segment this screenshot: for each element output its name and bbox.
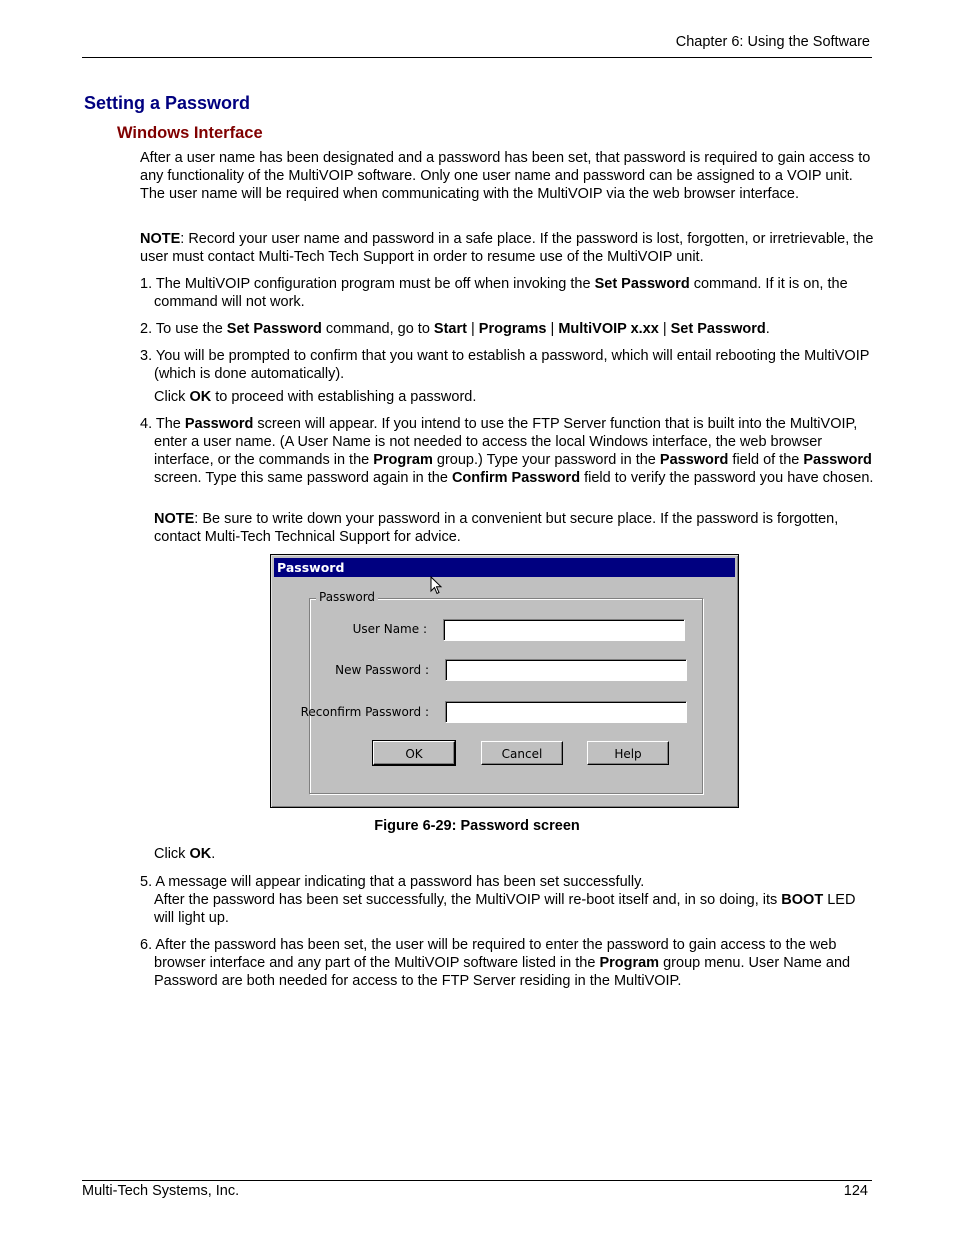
step-2-sep-1: | bbox=[466, 321, 479, 337]
step-2 bbox=[140, 320, 876, 338]
step-4-k: field to verify the password you have chosen. bbox=[580, 470, 874, 486]
password-dialog bbox=[270, 554, 739, 808]
click-ok-bold: OK bbox=[189, 846, 212, 862]
step-4-c: screen will appear. If you intend to use the FTP Server function that is built into the MultiVOIP, enter a user name. (A User Name is not needed to access the local Windows interface, the web browser interface, or the commands in the bbox=[154, 416, 858, 468]
step-2-sep-3: | bbox=[658, 321, 671, 337]
header-rule bbox=[82, 57, 872, 58]
subsection-title: Windows Interface bbox=[117, 124, 263, 142]
step-4-h: Password bbox=[803, 452, 872, 468]
step-4-i: screen. Type this same password again in the bbox=[154, 470, 452, 486]
step-6 bbox=[140, 936, 881, 990]
step-1 bbox=[140, 275, 876, 311]
step-4-g: field of the bbox=[728, 452, 804, 468]
click-ok-text: Click bbox=[154, 846, 190, 862]
ok-button[interactable]: OK bbox=[373, 741, 455, 765]
note-1-label: NOTE bbox=[140, 231, 181, 247]
step-6-program: Program bbox=[599, 955, 660, 971]
note-1 bbox=[140, 230, 875, 266]
footer-rule bbox=[82, 1180, 872, 1181]
mouse-pointer-icon bbox=[430, 576, 444, 596]
section-title: Setting a Password bbox=[84, 93, 251, 113]
user-name-input[interactable] bbox=[443, 619, 685, 641]
step-4-a: 4. The bbox=[140, 416, 185, 432]
intro-paragraph: After a user name has been designated and a password has been set, that password is required to gain access to any functionality of the MultiVOIP software. Only one user name and password can be assigned to a VOIP unit. The user name will be required when communicating with the MultiVOIP via the web browser interface. bbox=[140, 150, 871, 202]
step-2-text-go: command, go to bbox=[321, 321, 434, 337]
new-password-label: New Password : bbox=[335, 663, 429, 677]
step-1-text-end: command. If it is on, the command will not work. bbox=[154, 276, 848, 310]
step-5-a: 5. A message will appear indicating that a password has been set successfully. bbox=[140, 874, 645, 890]
step-4-e: group.) Type your password in the bbox=[432, 452, 660, 468]
step-1-text: 1. The MultiVOIP configuration program must be off when invoking the bbox=[140, 276, 595, 292]
note-2 bbox=[154, 510, 854, 546]
step-2-period: . bbox=[765, 321, 770, 337]
step-5 bbox=[140, 873, 876, 927]
step-2-bold-start: Start bbox=[433, 321, 467, 337]
page-number: 124 bbox=[843, 1183, 868, 1199]
new-password-input[interactable] bbox=[445, 659, 687, 681]
footer-company: Multi-Tech Systems, Inc. bbox=[82, 1183, 240, 1199]
click-ok-period: . bbox=[211, 846, 216, 862]
click-ok-line bbox=[154, 845, 874, 863]
dialog-title-bar: Password bbox=[274, 558, 735, 577]
step-2-bold-multivoip: MultiVOIP x.xx bbox=[558, 321, 659, 337]
step-2-bold-setpass: Set Password bbox=[670, 321, 766, 337]
chapter-header: Chapter 6: Using the Software bbox=[675, 34, 870, 50]
note-2-label: NOTE bbox=[154, 511, 195, 527]
step-3-click-text: Click bbox=[154, 389, 190, 405]
step-5-boot: BOOT bbox=[781, 892, 824, 908]
step-3-click-end: to proceed with establishing a password. bbox=[211, 389, 477, 405]
step-2-text: 2. To use the bbox=[140, 321, 227, 337]
step-4-b: Password bbox=[184, 416, 254, 432]
step-1-bold: Set Password bbox=[594, 276, 690, 292]
step-5-d: LED will light up. bbox=[154, 892, 856, 926]
step-4-d: Program bbox=[373, 452, 433, 468]
figure-caption: Figure 6-29: Password screen bbox=[374, 818, 580, 834]
step-4-f: Password bbox=[659, 452, 729, 468]
step-3-click-ok: OK bbox=[189, 389, 212, 405]
step-5-b: After the password has been set successfully, the MultiVOIP will re-boot itself and, in so doing, its bbox=[154, 892, 782, 908]
groupbox-label: Password bbox=[316, 590, 378, 604]
reconfirm-password-input[interactable] bbox=[445, 701, 687, 723]
step-4-j: Confirm Password bbox=[451, 470, 581, 486]
reconfirm-password-label: Reconfirm Password : bbox=[300, 705, 429, 719]
step-6-a: 6. After the password has been set, the user will be required to enter the password to gain access to the web browser interface and any part of the MultiVOIP software listed in the bbox=[140, 937, 837, 971]
note-2-text: : Be sure to write down your password in a convenient but secure place. If the password is forgotten, contact Multi-Tech Technical Support for advice. bbox=[154, 511, 839, 545]
step-2-bold-set: Set Password bbox=[226, 321, 322, 337]
step-3-click bbox=[154, 388, 874, 406]
note-1-text: : Record your user name and password in a safe place. If the password is lost, forgotten, or irretrievable, the user must contact Multi-Tech Tech Support in order to resume use of the MultiVOIP unit. bbox=[140, 231, 874, 265]
step-4 bbox=[140, 415, 881, 487]
step-3: 3. You will be prompted to confirm that you want to establish a password, which will entail rebooting the MultiVOIP (which is done automatically). bbox=[140, 348, 870, 382]
step-2-sep-2: | bbox=[546, 321, 559, 337]
help-button[interactable]: Help bbox=[587, 741, 669, 765]
step-2-bold-programs: Programs bbox=[478, 321, 547, 337]
user-name-label: User Name : bbox=[352, 622, 427, 636]
cancel-button[interactable]: Cancel bbox=[481, 741, 563, 765]
step-6-c: group menu. User Name and Password are both needed for access to the FTP Server residing in the MultiVOIP. bbox=[154, 955, 851, 989]
